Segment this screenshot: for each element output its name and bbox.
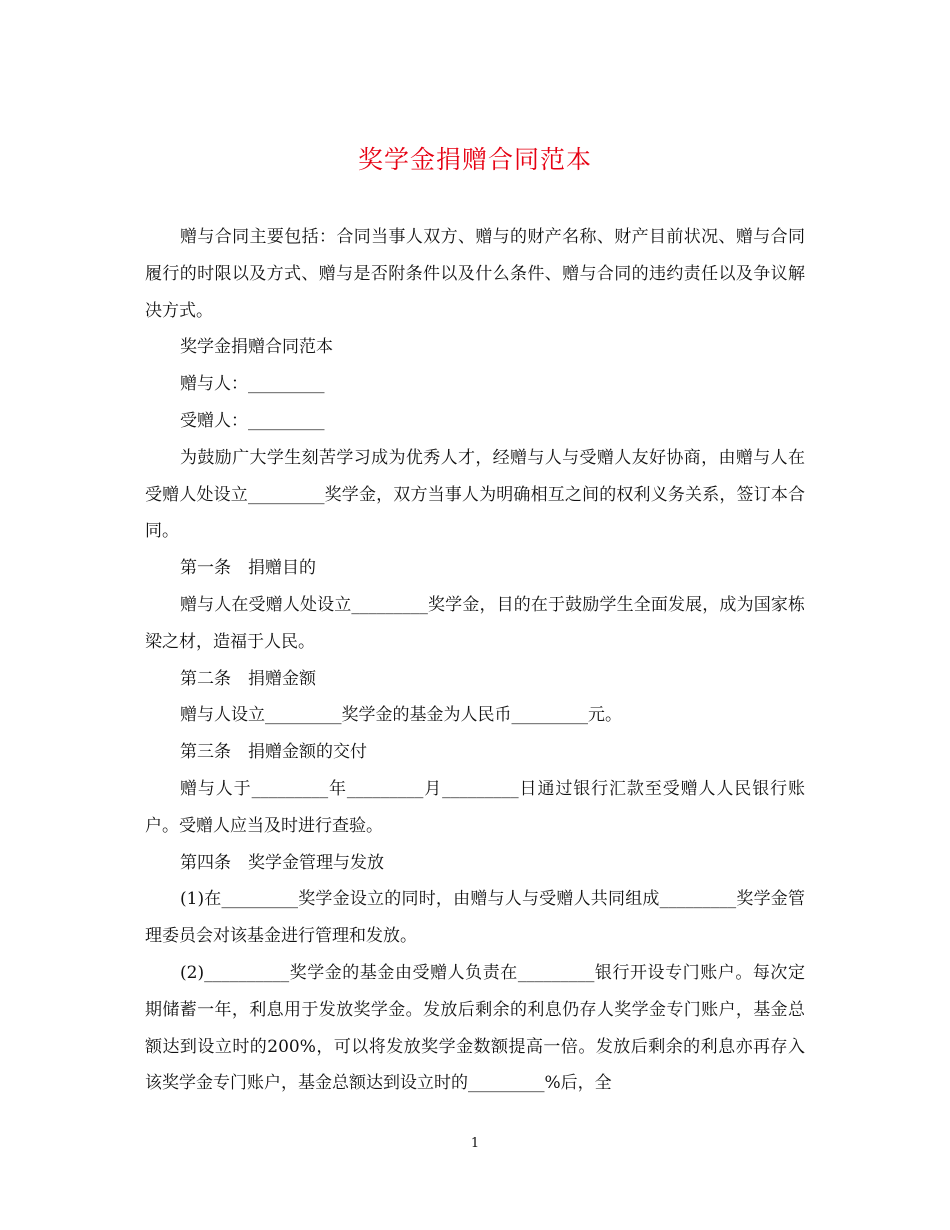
- paragraph-preamble: 为鼓励广大学生刻苦学习成为优秀人才，经赠与人与受赠人友好协商，由赠与人在受赠人处设立_________奖学金，双方当事人为明确相互之间的权利义务关系，签订本合同。: [145, 447, 805, 542]
- paragraph-intro: 赠与合同主要包括：合同当事人双方、赠与的财产名称、财产目前状况、赠与合同履行的时限以及方式、赠与是否附条件以及什么条件、赠与合同的违约责任以及争议解决方式。: [145, 227, 805, 321]
- article-heading-3: 第三条 捐赠金额的交付: [180, 742, 367, 763]
- article-heading-1: 第一条 捐赠目的: [180, 558, 316, 579]
- article-body-4-item-2: (2)__________奖学金的基金由受赠人负责在_________银行开设专门账户。每次定期储蓄一年，利息用于发放奖学金。发放后剩余的利息仍存人奖学金专门账户，基金总额达到设立时的200%，可以将发放奖学金数额提高一倍。发放后剩余的利息亦再存入该奖学金专门账户，基金总额达到设立时的_________%后，全: [145, 962, 805, 1094]
- article-heading-4: 第四条 奖学金管理与发放: [180, 852, 384, 873]
- page-number: 1: [470, 1136, 480, 1151]
- paragraph-subtitle: 奖学金捐赠合同范本: [180, 337, 333, 358]
- article-body-3: 赠与人于_________年_________月_________日通过银行汇款至受赠人人民银行账户。受赠人应当及时进行查验。: [145, 778, 805, 836]
- document-body: [145, 219, 805, 1102]
- paragraph-donor: 赠与人：_________: [180, 374, 325, 395]
- article-heading-2: 第二条 捐赠金额: [180, 668, 316, 689]
- article-body-4-item-1: (1)在_________奖学金设立的同时，由赠与人与受赠人共同组成_________奖学金管理委员会对该基金进行管理和发放。: [145, 889, 805, 947]
- article-body-2: 赠与人设立_________奖学金的基金为人民币_________元。: [180, 705, 622, 726]
- article-body-1: 赠与人在受赠人处设立_________奖学金，目的在于鼓励学生全面发展，成为国家栋梁之材，造福于人民。: [145, 594, 805, 652]
- document-title: 奖学金捐赠合同范本: [357, 145, 592, 174]
- paragraph-recipient: 受赠人：_________: [180, 410, 325, 431]
